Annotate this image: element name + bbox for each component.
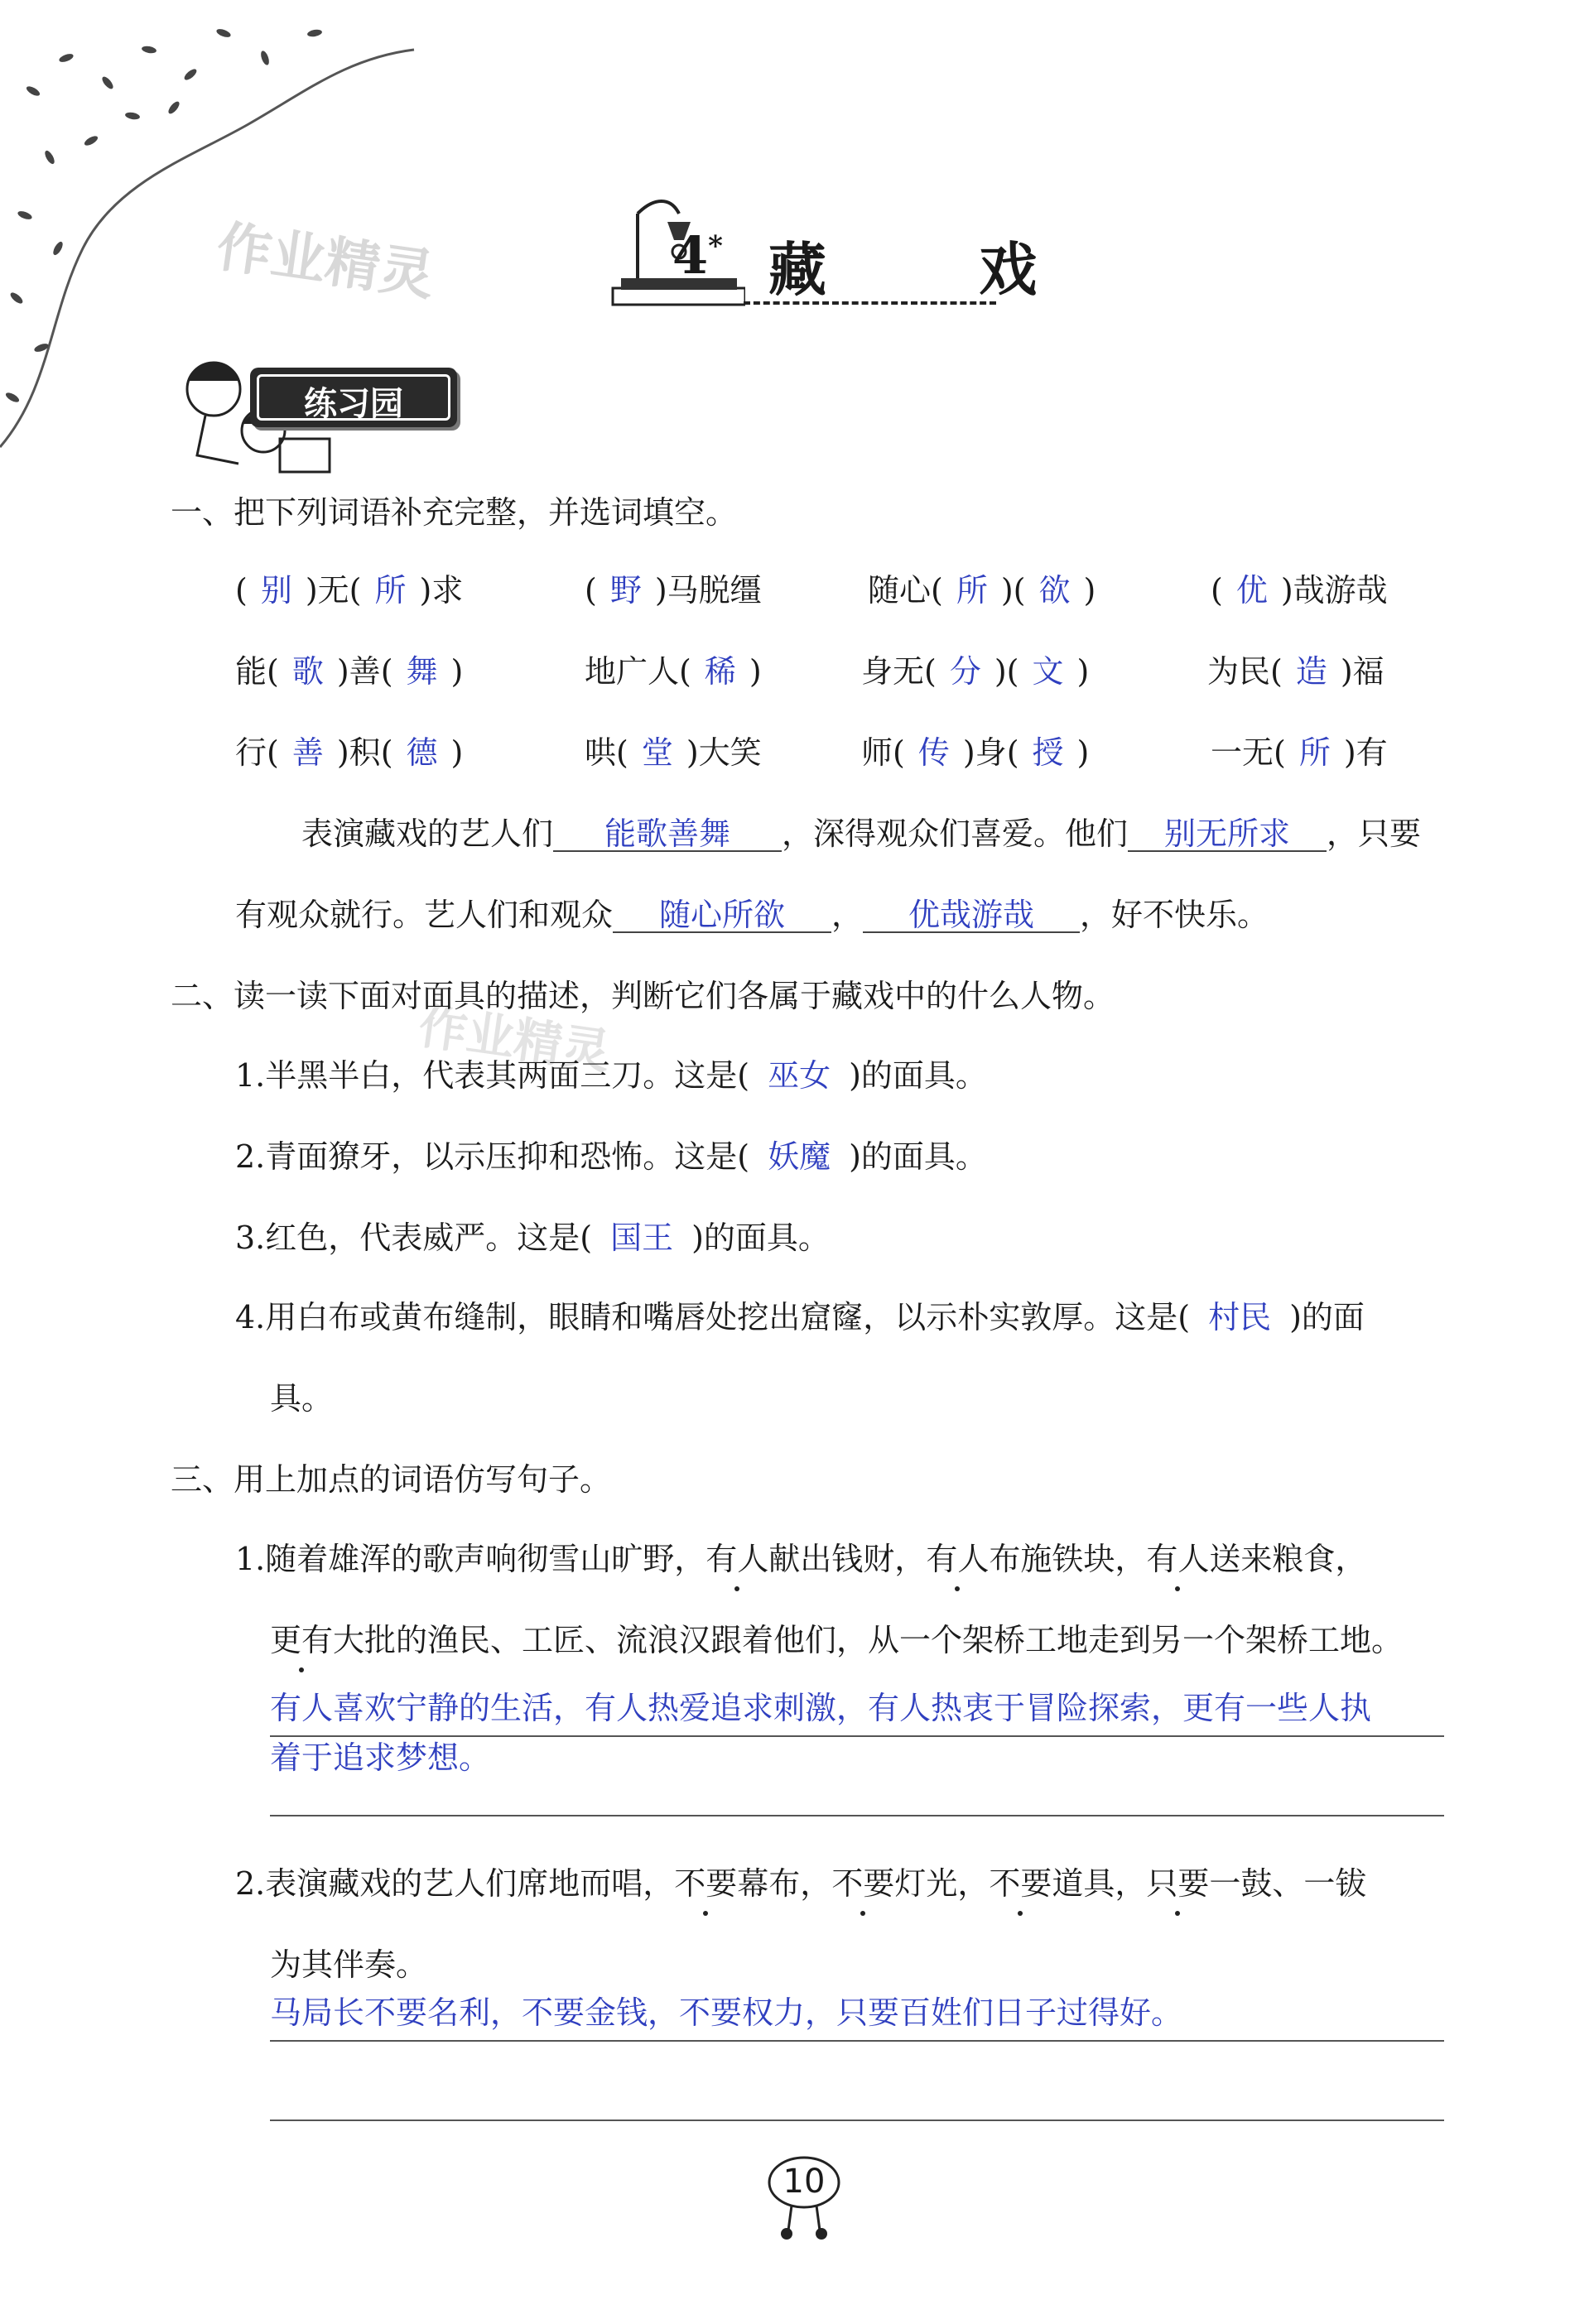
lesson-number [672,225,723,286]
idiom-item: 身无( 分 )( 文 ) [861,651,1089,692]
dotted-word: 更有 [270,1619,333,1661]
item-text: 红色，代表威严。这是( [265,1220,593,1256]
item-number: 2. [235,1138,266,1175]
item-text: )的面具。 [849,1138,987,1175]
idiom-text: 福 [1352,653,1385,690]
sentence-text: 一鼓、一钹 [1209,1865,1367,1902]
answer-rule [270,2040,1444,2042]
idiom-item: ( 优 )哉游哉 [1211,570,1388,611]
q1-heading: 一、把下列词语补充完整，并选词填空。 [171,494,738,531]
idiom-answer: 分 [949,653,981,690]
fill-text: 表演藏戏的艺人们 [301,816,554,852]
mask-item [235,1136,987,1177]
mask-answer: 国王 [610,1220,674,1256]
idiom-answer: 优 [1235,572,1268,609]
idiom-text: 善 [349,653,381,690]
idiom-answer: 德 [406,734,438,771]
lesson-star: * [708,229,723,263]
dotted-word: 不要 [831,1863,894,1904]
fill-blank[interactable]: 别无所求 [1128,817,1327,852]
section-badge [250,368,457,427]
idiom-answer: 善 [291,734,324,771]
idiom-item: 一无( 所 )有 [1211,732,1388,773]
fill-line-1 [301,813,1421,854]
item-number: 2. [235,1865,266,1902]
dotted-word: 有人 [1146,1538,1209,1580]
fill-text: ，好不快乐。 [1080,897,1269,933]
mask-answer: 妖魔 [768,1138,831,1175]
answer-rule [270,1815,1444,1816]
idiom-answer: 所 [956,572,988,609]
idiom-item: 地广人( 稀 ) [585,651,762,692]
item-number: 1. [235,1541,266,1577]
item-text: )的面 [1289,1299,1365,1335]
fill-text: ，深得观众们喜爱。他们 [782,816,1129,852]
answer-rule [270,2120,1444,2121]
idiom-item: 哄( 堂 )大笑 [585,732,762,773]
item-text: 半黑半白，代表其两面三刀。这是( [265,1057,750,1094]
idiom-text: 马脱缰 [667,572,762,609]
fill-line-2 [235,894,1269,936]
fill-text: 有观众就行。艺人们和观众 [235,897,614,933]
idiom-text: 师 [861,734,893,771]
idiom-text: 哉游哉 [1293,572,1388,609]
mask-item [235,1217,830,1258]
section-badge-label: 练习园 [304,385,403,423]
idiom-item: 能( 歌 )善( 舞 ) [235,651,463,692]
idiom-answer: 授 [1032,734,1064,771]
mask-answer: 巫女 [768,1057,831,1094]
idiom-item: 为民( 造 )福 [1207,651,1385,692]
idiom-text: 大笑 [698,734,762,771]
q3-heading: 三、用上加点的词语仿写句子。 [171,1461,612,1498]
dotted-word: 有人 [706,1538,768,1580]
lesson-number-digit: 4 [672,225,709,286]
idiom-text: 求 [431,572,464,609]
fill-blank[interactable]: 优哉游哉 [863,898,1080,933]
sentence-text: 道具， [1052,1865,1147,1902]
mask-item-cont: 具。 [270,1380,334,1417]
mask-item [235,1055,987,1096]
idiom-answer: 堂 [641,734,673,771]
sentence-text: 布施铁块， [989,1541,1147,1577]
idiom-item: ( 别 )无( 所 )求 [235,570,463,611]
sentence-text: 灯光， [894,1865,990,1902]
item-text: )的面具。 [691,1220,830,1256]
idiom-text: 哄 [585,734,617,771]
idiom-answer: 传 [917,734,950,771]
sentence-2-line-2: 为其伴奏。 [270,1946,428,1983]
sentence-1-line-1 [235,1538,1366,1580]
sentence-text: 送来粮食， [1209,1541,1367,1577]
sentence-1-answer-line-2[interactable]: 着于追求梦想。 [270,1739,491,1776]
idiom-answer: 稀 [704,653,736,690]
idiom-item: 随心( 所 )( 欲 ) [868,570,1096,611]
sentence-text: 表演藏戏的艺人们席地而唱， [265,1865,675,1902]
idiom-item: 行( 善 )积( 德 ) [235,732,463,773]
item-number: 4. [235,1299,266,1335]
sentence-1-line-2 [270,1619,1403,1661]
idiom-answer: 舞 [406,653,438,690]
idiom-text: 身无 [861,653,925,690]
idiom-answer: 文 [1032,653,1064,690]
fill-text: ，只要 [1327,816,1422,852]
dotted-word: 不要 [674,1863,737,1904]
idiom-answer: 欲 [1038,572,1071,609]
sentence-text: 幕布， [737,1865,832,1902]
idiom-text: 能 [235,653,267,690]
idiom-answer: 歌 [291,653,324,690]
idiom-text: 积 [349,734,381,771]
dotted-word: 只要 [1146,1863,1209,1904]
sentence-text: 献出钱财， [768,1541,927,1577]
item-text: )的面具。 [849,1057,987,1094]
idiom-text: 行 [235,734,267,771]
item-number: 1. [235,1057,266,1094]
idiom-answer: 造 [1295,653,1327,690]
idiom-text: 一无 [1211,734,1274,771]
sentence-2-line-1 [235,1863,1366,1904]
idiom-answer: 野 [609,572,642,609]
fill-blank[interactable]: 能歌善舞 [553,817,782,852]
dotted-word: 有人 [926,1538,989,1580]
idiom-answer: 所 [1298,734,1331,771]
item-text: 用白布或黄布缝制，眼睛和嘴唇处挖出窟窿，以示朴实敦厚。这是( [265,1299,1191,1335]
idiom-text: 为民 [1207,653,1271,690]
watermark: 作业精灵 [415,998,614,1080]
idiom-answer: 所 [374,572,407,609]
dotted-word: 不要 [989,1863,1052,1904]
sentence-1-answer-line-1[interactable]: 有人喜欢宁静的生活，有人热爱追求刺激，有人热衷于冒险探索，更有一些人执 [270,1690,1372,1726]
idiom-answer: 别 [260,572,292,609]
idiom-text: 随心 [868,572,932,609]
q2-heading: 二、读一读下面对面具的描述，判断它们各属于藏戏中的什么人物。 [171,978,1115,1014]
item-text: 青面獠牙，以示压抑和恐怖。这是( [265,1138,750,1175]
idiom-item: 师( 传 )身( 授 ) [861,732,1089,773]
sentence-text: 随着雄浑的歌声响彻雪山旷野， [265,1541,706,1577]
title-underline [744,301,996,305]
watermark: 作业精灵 [213,214,439,308]
page-number: 10 [783,2163,826,2201]
idiom-text: 有 [1356,734,1388,771]
sentence-text: 大批的渔民、工匠、流浪汉跟着他们，从一个架桥工地走到另一个架桥工地。 [333,1622,1404,1658]
idiom-item: ( 野 )马脱缰 [585,570,762,611]
item-number: 3. [235,1220,266,1256]
idiom-text: 地广人 [585,653,680,690]
sentence-2-answer-line-1[interactable]: 马局长不要名利，不要金钱，不要权力，只要百姓们日子过得好。 [270,1994,1183,2031]
idiom-text: 身 [975,734,1007,771]
page-title: 藏 戏 [768,235,1104,304]
mask-item [235,1297,1365,1338]
idiom-text: 无 [317,572,349,609]
fill-text: ， [831,897,864,933]
mask-answer: 村民 [1208,1299,1272,1335]
fill-blank[interactable]: 随心所欲 [613,898,831,933]
